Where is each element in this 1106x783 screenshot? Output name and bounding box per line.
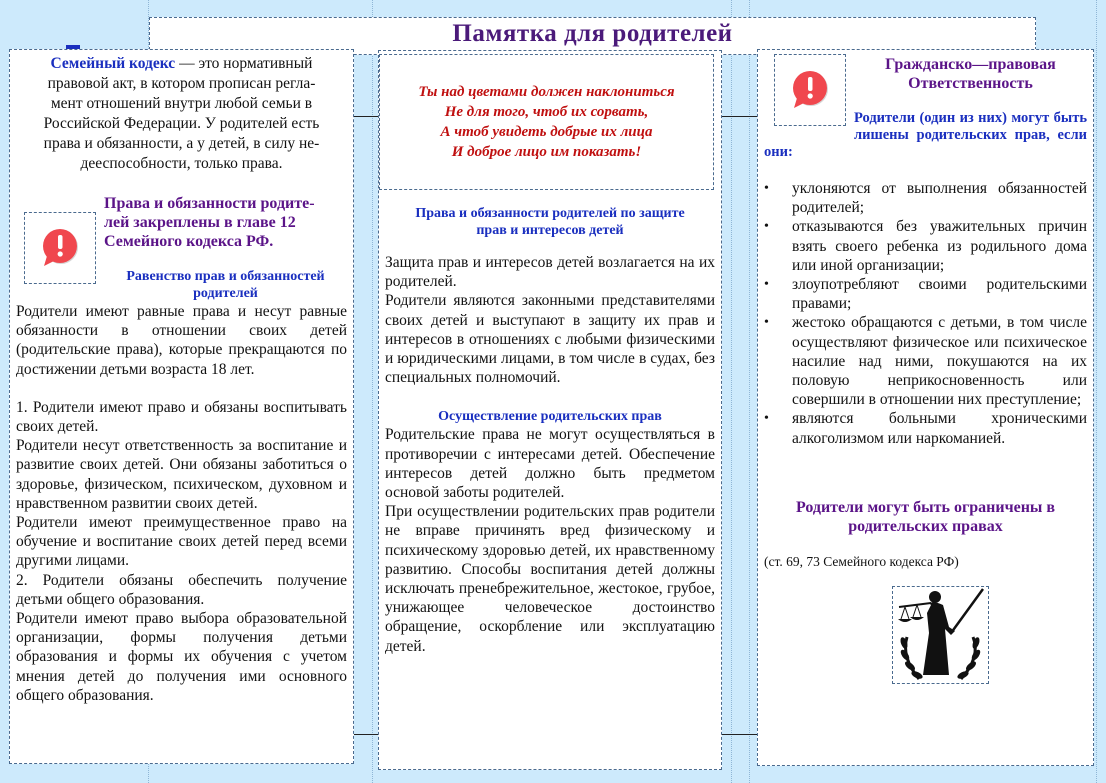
list-item: • злоупотребляют своими родительскими правами;	[764, 275, 1087, 313]
heading-line: Права и обязанности родите-	[104, 195, 315, 212]
intro-line: Российской Федерации. У родителей есть	[43, 115, 320, 132]
list-item: • уклоняются от выполнения обязанностей родителей;	[764, 179, 1087, 217]
poem-line: Ты над цветами должен наклониться	[418, 84, 675, 100]
intro-line: права и обязанности, а у детей, в силу не-	[43, 135, 320, 152]
heading-line: Равенство прав и обязанностей	[126, 269, 325, 284]
poem-line: А чтоб увидеть добрые их лица	[440, 124, 653, 140]
heading-line: родителей	[193, 286, 258, 301]
poem-box	[379, 54, 714, 190]
heading-line: Родители могут быть ограничены в	[795, 498, 1056, 516]
list-item: • жестоко обращаются с детьми, в том числе осуществляют физическое или психическое насилие над ними, покушаются на их половую неприкосновенность или совершили в отношении них преступление;	[764, 313, 1087, 409]
warning-speech-bubble-icon	[788, 68, 832, 112]
list-item: • являются больными хроническими алкоголизмом или наркоманией.	[764, 409, 1087, 447]
fold-mark	[354, 734, 378, 735]
fold-mark	[722, 734, 757, 735]
right-column	[757, 49, 1094, 766]
guide-line	[1096, 0, 1097, 783]
warning-icon-frame	[774, 54, 846, 126]
guide-line	[372, 0, 373, 783]
protection-heading	[385, 205, 715, 239]
paragraph: Родители имеют право выбора образовательной организации, формы получения детьми образования и формы их обучения с учетом мнения детей до получения ими основного общего образования.	[16, 610, 347, 704]
paragraph: Родители несут ответственность за воспитание и развитие своих детей. Они обязаны заботиться о здоровье, физическом, психическом, духовном и нравственном развитии своих детей.	[16, 437, 347, 512]
heading-line: прав и интересов детей	[476, 223, 624, 238]
intro-line: — это нормативный	[175, 55, 313, 72]
rights-heading	[104, 194, 347, 251]
paragraph: Родительские права не могут осуществляться в противоречии с интересами детей. Обеспечение интересов детей должно быть предметом основой заботы родителей.	[385, 426, 715, 502]
equality-heading	[104, 268, 347, 302]
left-column	[9, 49, 354, 764]
warning-icon-frame	[24, 212, 96, 284]
themis-image-frame	[892, 586, 989, 684]
heading-line: Права и обязанности родителей по защите	[415, 206, 685, 221]
fold-mark	[354, 116, 378, 117]
list-item: • отказываются без уважительных причин взять своего ребенка из родильного дома или иной организации;	[764, 217, 1087, 275]
deprivation-intro: Родители (один из них) могут быть лишены родительских прав, если они:	[764, 110, 1087, 160]
intro-line: мент отношений внутри любой семьи в	[50, 95, 313, 112]
intro-line: дееспособности, только права.	[80, 155, 283, 172]
deprivation-list	[764, 179, 1087, 448]
heading-line: Семейного кодекса РФ.	[104, 233, 274, 250]
heading-line: родительских правах	[848, 517, 1003, 535]
paragraph: 1. Родители имеют право и обязаны воспитывать своих детей.	[16, 398, 347, 436]
exercise-heading: Осуществление родительских прав	[438, 409, 662, 425]
fold-mark	[722, 116, 757, 117]
equality-text: Родители имеют равные права и несут равные обязанности в отношении своих детей (родительские права), которые прекращаются по достижении детьми возраста 18 лет.	[16, 303, 347, 378]
heading-line: Ответственность	[908, 75, 1033, 92]
limitation-heading	[764, 498, 1087, 536]
heading-line: Гражданско—правовая	[885, 56, 1056, 73]
intro-line: правовой акт, в котором прописан регла-	[47, 75, 316, 92]
guide-line	[749, 0, 750, 783]
paragraph: Родители имеют преимущественное право на обучение и воспитание своих детей перед всеми другими лицами.	[16, 514, 347, 570]
intro-keyword: Семейный кодекс	[50, 55, 176, 72]
heading-line: лей закреплены в главе 12	[104, 214, 296, 231]
paragraph: 2. Родители обязаны обеспечить получение детьми общего образования.	[16, 571, 347, 608]
poem-line: И доброе лицо им показать!	[451, 144, 642, 160]
middle-column	[378, 50, 722, 770]
paragraph: Родители являются законными представителями своих детей и выступают в защиту их прав и интересов в отношениях с любыми физическими и юридическими лицами, в том числе в судах, без специальных полномочий.	[385, 292, 715, 387]
citation: (ст. 69, 73 Семейного кодекса РФ)	[764, 553, 959, 569]
warning-speech-bubble-icon	[38, 226, 82, 270]
themis-justice-icon	[893, 587, 988, 683]
family-code-intro	[16, 54, 347, 174]
page-title: Памятка для родителей	[452, 20, 733, 47]
guide-line	[731, 0, 732, 783]
paragraph: При осуществлении родительских прав родители не вправе причинять вред физическому и психическому здоровью детей, их нравственному развитию. Способы воспитания детей должны исключать пренебрежительное, жестокое, грубое, унижающее человеческое достоинство обращение, оскорбление или эксплуатацию детей.	[385, 503, 715, 655]
paragraph: Защита прав и интересов детей возлагается на их родителей.	[385, 254, 715, 291]
poem-line: Не для того, чтоб их сорвать,	[444, 104, 649, 120]
